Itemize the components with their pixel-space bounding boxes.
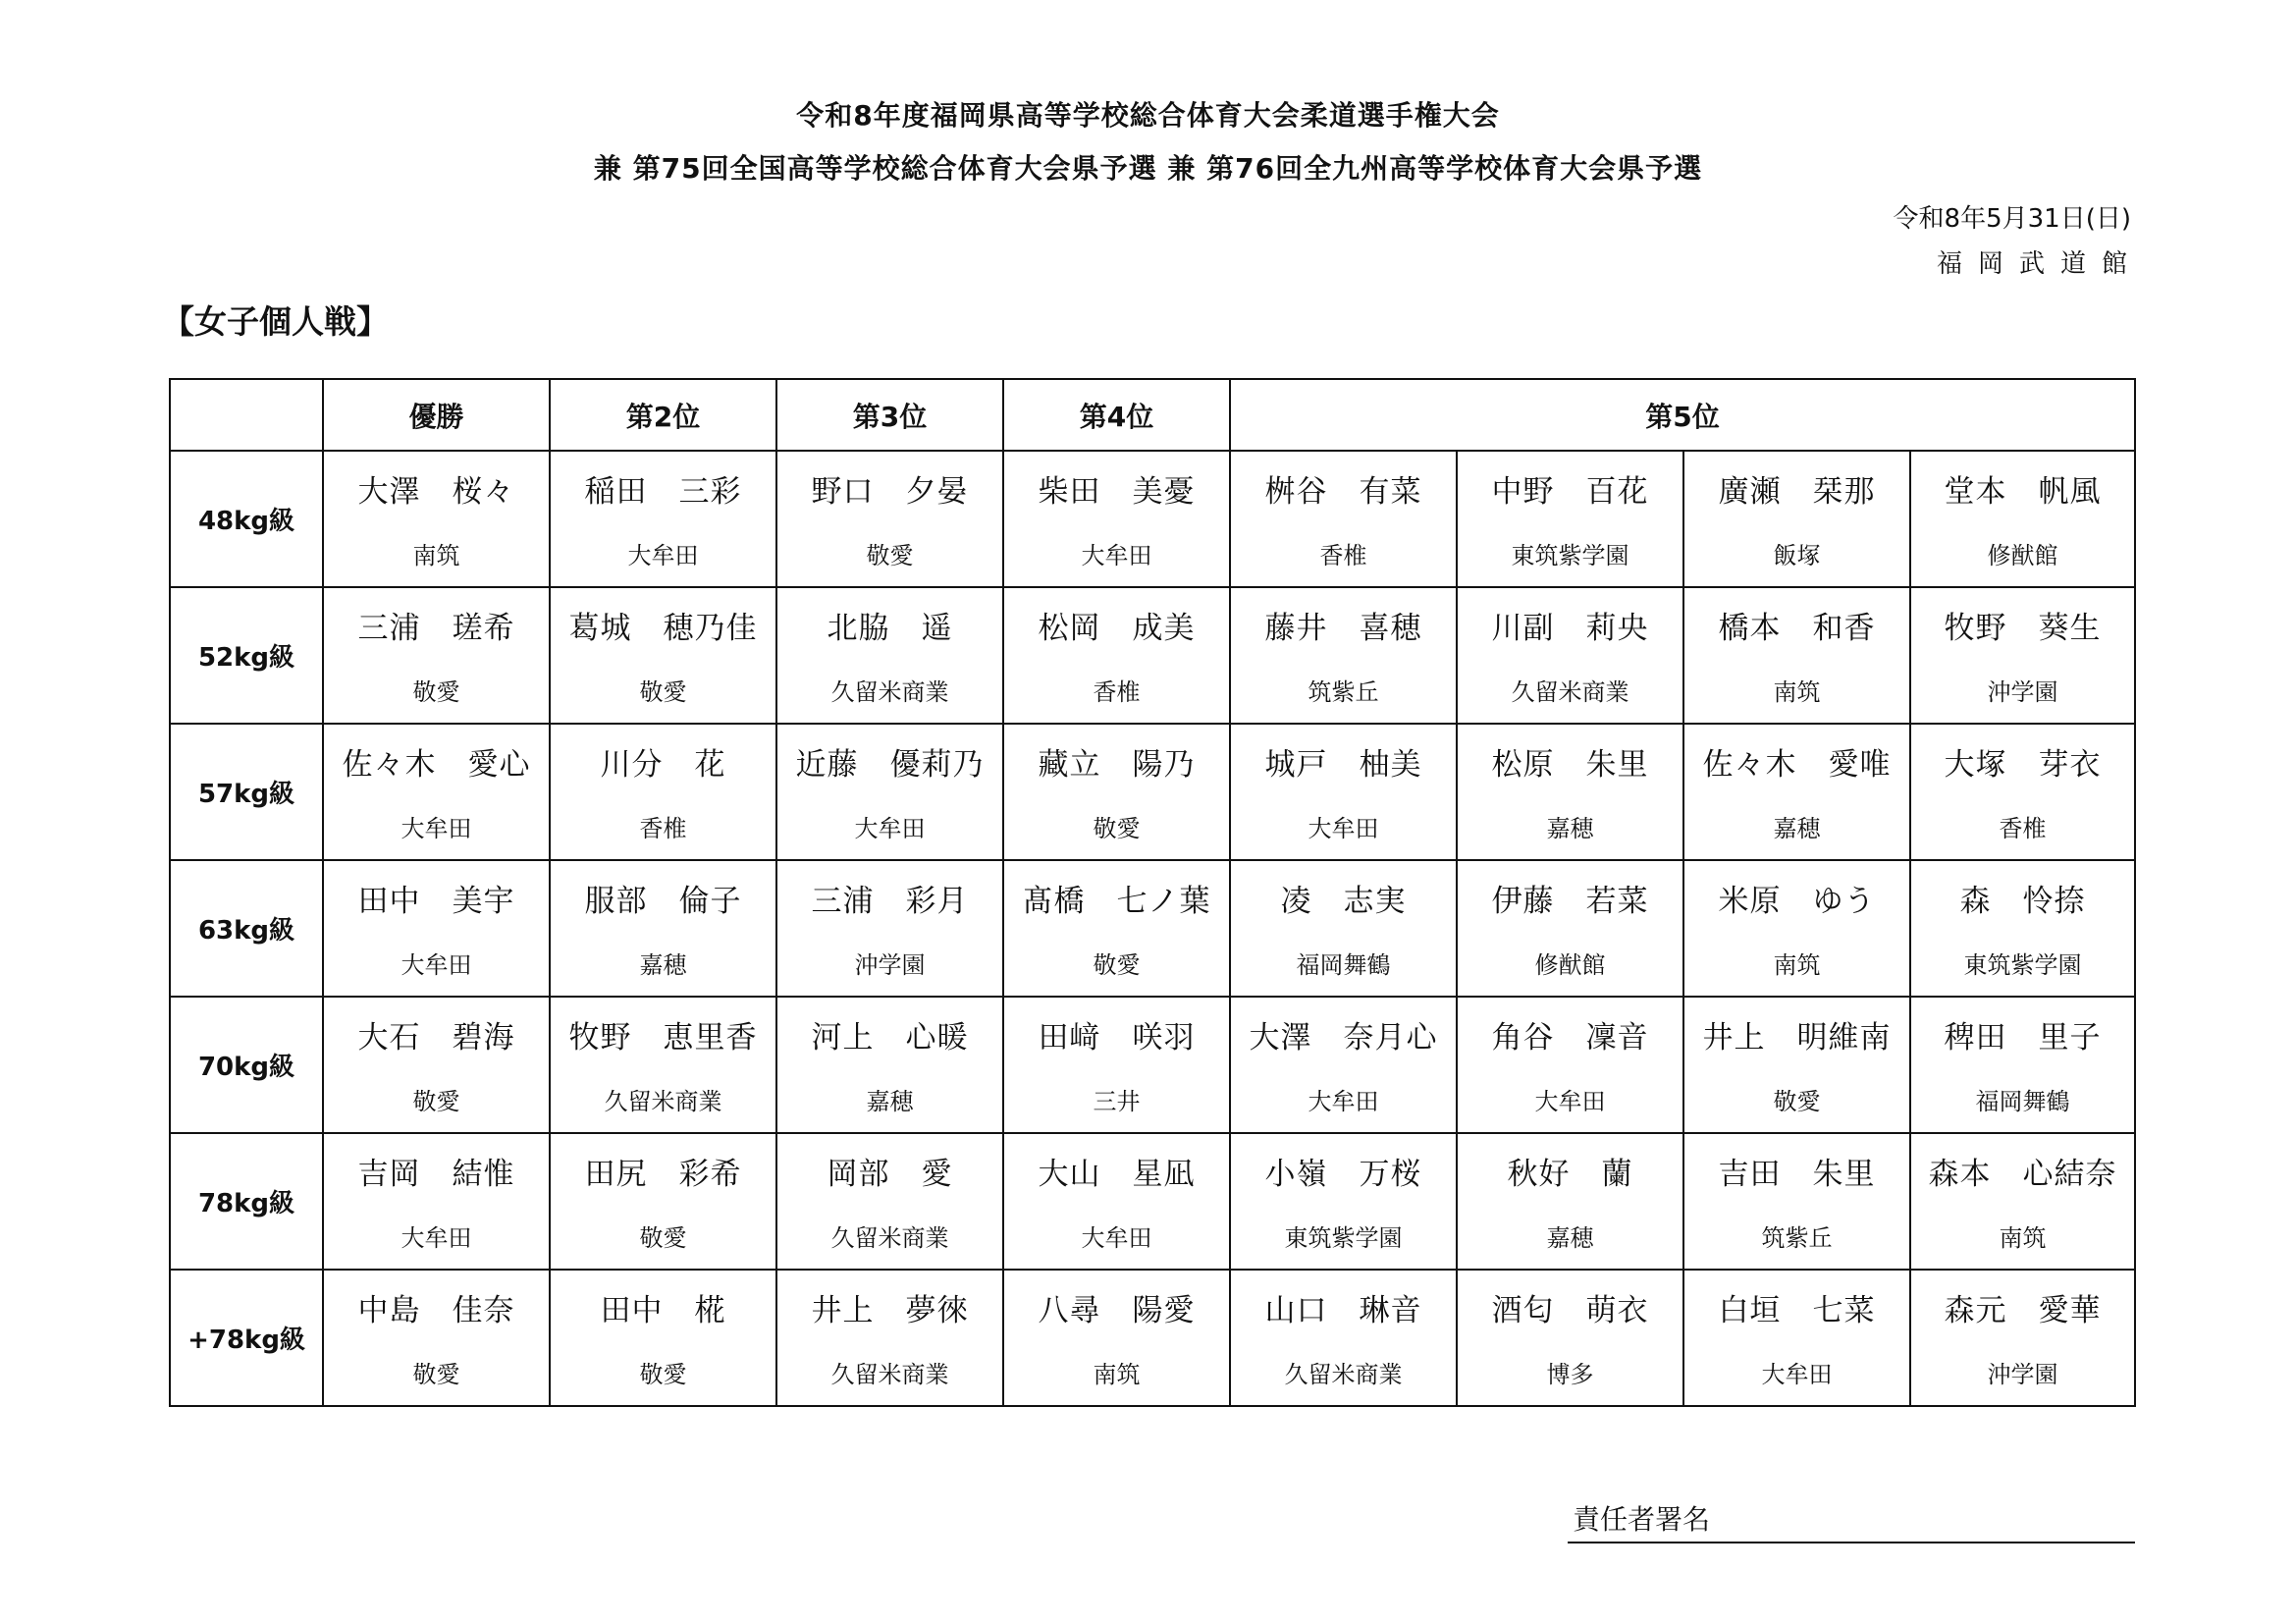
- athlete-name: 廣瀬 栞那: [1718, 474, 1876, 510]
- result-cell: [323, 724, 550, 860]
- school-name: 香椎: [1319, 542, 1367, 569]
- header-5th: 第5位: [1230, 379, 2135, 451]
- event-venue: 福岡武道館: [1936, 249, 2143, 279]
- result-cell: [550, 860, 776, 997]
- school-name: 香椎: [639, 815, 687, 842]
- result-cell: [1683, 724, 1910, 860]
- school-name: 久留米商業: [1284, 1361, 1403, 1388]
- athlete-name: 大山 星凪: [1038, 1157, 1196, 1192]
- result-cell: [1457, 587, 1683, 724]
- school-name: 大牟田: [400, 1224, 472, 1252]
- school-name: 筑紫丘: [1761, 1224, 1833, 1252]
- athlete-name: 藏立 陽乃: [1038, 747, 1196, 783]
- athlete-name: 中島 佳奈: [357, 1293, 515, 1328]
- result-cell: [1003, 997, 1230, 1133]
- result-cell: [323, 1270, 550, 1406]
- weight-class: +78kg級: [170, 1270, 323, 1406]
- result-cell: [1230, 860, 1457, 997]
- school-name: 大牟田: [400, 815, 472, 842]
- school-name: 三井: [1093, 1088, 1141, 1115]
- result-cell: [323, 587, 550, 724]
- athlete-name: 大澤 奈月心: [1249, 1020, 1438, 1056]
- school-name: 大牟田: [1534, 1088, 1606, 1115]
- school-name: 筑紫丘: [1308, 678, 1379, 706]
- athlete-name: 田中 椛: [600, 1293, 726, 1328]
- document-title-line2: 兼 第75回全国高等学校総合体育大会県予選 兼 第76回全九州高等学校体育大会県予選: [593, 152, 1703, 185]
- school-name: 大牟田: [854, 815, 926, 842]
- athlete-name: 八尋 陽愛: [1038, 1293, 1196, 1328]
- result-cell: [1230, 587, 1457, 724]
- school-name: 敬愛: [412, 678, 460, 706]
- school-name: 嘉穂: [866, 1088, 914, 1115]
- athlete-name: 野口 夕晏: [811, 474, 969, 510]
- athlete-name: 井上 夢徠: [811, 1293, 969, 1328]
- school-name: 敬愛: [639, 678, 687, 706]
- school-name: 大牟田: [1761, 1361, 1833, 1388]
- result-cell: [776, 1133, 1003, 1270]
- school-name: 南筑: [1773, 951, 1821, 979]
- athlete-name: 服部 倫子: [584, 884, 742, 919]
- athlete-name: 吉田 朱里: [1718, 1157, 1876, 1192]
- school-name: 博多: [1546, 1361, 1594, 1388]
- header-corner: [170, 379, 323, 451]
- school-name: 嘉穂: [639, 951, 687, 979]
- result-cell: [1683, 1133, 1910, 1270]
- result-cell: [1230, 451, 1457, 587]
- athlete-name: 川副 莉央: [1491, 611, 1649, 646]
- header-row: [170, 379, 2135, 451]
- table-row: [170, 587, 2135, 724]
- athlete-name: 白垣 七菜: [1718, 1293, 1876, 1328]
- athlete-name: 松原 朱里: [1491, 747, 1649, 783]
- result-cell: [776, 724, 1003, 860]
- result-cell: [1910, 724, 2135, 860]
- athlete-name: 井上 明維南: [1702, 1020, 1892, 1056]
- weight-class: 52kg級: [170, 587, 323, 724]
- athlete-name: 佐々木 愛唯: [1702, 747, 1892, 783]
- event-date: 令和8年5月31日(日): [1893, 204, 2131, 234]
- result-cell: [323, 997, 550, 1133]
- athlete-name: 藤井 喜穂: [1264, 611, 1422, 646]
- athlete-name: 近藤 優莉乃: [795, 747, 985, 783]
- school-name: 大牟田: [1081, 1224, 1152, 1252]
- school-name: 修猷館: [1534, 951, 1606, 979]
- result-cell: [1683, 860, 1910, 997]
- athlete-name: 伊藤 若菜: [1491, 884, 1649, 919]
- school-name: 大牟田: [400, 951, 472, 979]
- athlete-name: 桝谷 有菜: [1264, 474, 1422, 510]
- athlete-name: 田﨑 咲羽: [1038, 1020, 1196, 1056]
- athlete-name: 堂本 帆風: [1944, 474, 2102, 510]
- result-cell: [1003, 1133, 1230, 1270]
- result-cell: [1683, 587, 1910, 724]
- result-cell: [1683, 997, 1910, 1133]
- athlete-name: 酒匂 萌衣: [1491, 1293, 1649, 1328]
- result-cell: [1683, 1270, 1910, 1406]
- table-row: [170, 1133, 2135, 1270]
- result-cell: [550, 997, 776, 1133]
- school-name: 敬愛: [1773, 1088, 1821, 1115]
- result-cell: [1910, 860, 2135, 997]
- result-cell: [1683, 451, 1910, 587]
- school-name: 敬愛: [639, 1361, 687, 1388]
- header-1st: 優勝: [323, 379, 550, 451]
- school-name: 南筑: [1999, 1224, 2047, 1252]
- result-cell: [776, 451, 1003, 587]
- result-cell: [1457, 860, 1683, 997]
- school-name: 嘉穂: [1546, 1224, 1594, 1252]
- result-cell: [550, 724, 776, 860]
- athlete-name: 米原 ゆう: [1718, 884, 1876, 919]
- athlete-name: 角谷 凜音: [1491, 1020, 1649, 1056]
- table-row: [170, 997, 2135, 1133]
- result-cell: [1003, 724, 1230, 860]
- athlete-name: 橋本 和香: [1718, 611, 1876, 646]
- school-name: 東筑紫学園: [1511, 542, 1629, 569]
- school-name: 東筑紫学園: [1963, 951, 2082, 979]
- athlete-name: 川分 花: [600, 747, 726, 783]
- school-name: 敬愛: [412, 1361, 460, 1388]
- athlete-name: 大澤 桜々: [357, 474, 515, 510]
- result-cell: [1910, 451, 2135, 587]
- school-name: 沖学園: [1987, 678, 2058, 706]
- school-name: 沖学園: [1987, 1361, 2058, 1388]
- table-row: [170, 451, 2135, 587]
- school-name: 久留米商業: [830, 1224, 949, 1252]
- result-cell: [1910, 587, 2135, 724]
- school-name: 南筑: [1773, 678, 1821, 706]
- athlete-name: 中野 百花: [1491, 474, 1649, 510]
- athlete-name: 城戸 柚美: [1264, 747, 1422, 783]
- signature-line: [1568, 1542, 2135, 1543]
- result-cell: [1003, 451, 1230, 587]
- result-cell: [1457, 1133, 1683, 1270]
- athlete-name: 大塚 芽衣: [1944, 747, 2102, 783]
- school-name: 香椎: [1093, 678, 1141, 706]
- weight-class: 57kg級: [170, 724, 323, 860]
- result-cell: [550, 587, 776, 724]
- school-name: 久留米商業: [830, 678, 949, 706]
- school-name: 嘉穂: [1773, 815, 1821, 842]
- athlete-name: 松岡 成美: [1038, 611, 1196, 646]
- school-name: 大牟田: [1308, 815, 1379, 842]
- document-title-line1: 令和8年度福岡県高等学校総合体育大会柔道選手権大会: [796, 99, 1500, 132]
- athlete-name: 三浦 瑳希: [357, 611, 515, 646]
- athlete-name: 森元 愛華: [1944, 1293, 2102, 1328]
- school-name: 香椎: [1999, 815, 2047, 842]
- result-cell: [1230, 1133, 1457, 1270]
- athlete-name: 森本 心結奈: [1928, 1157, 2117, 1192]
- school-name: 久留米商業: [604, 1088, 722, 1115]
- result-cell: [776, 1270, 1003, 1406]
- athlete-name: 秋好 蘭: [1507, 1157, 1633, 1192]
- school-name: 久留米商業: [830, 1361, 949, 1388]
- school-name: 敬愛: [639, 1224, 687, 1252]
- result-cell: [1910, 1133, 2135, 1270]
- athlete-name: 森 怜捺: [1959, 884, 2086, 919]
- result-cell: [1910, 1270, 2135, 1406]
- school-name: 大牟田: [1081, 542, 1152, 569]
- athlete-name: 北脇 遥: [827, 611, 953, 646]
- result-cell: [1457, 1270, 1683, 1406]
- result-cell: [1230, 1270, 1457, 1406]
- header-2nd: 第2位: [550, 379, 776, 451]
- result-cell: [1230, 997, 1457, 1133]
- athlete-name: 佐々木 愛心: [342, 747, 531, 783]
- result-cell: [550, 1133, 776, 1270]
- athlete-name: 吉岡 結惟: [357, 1157, 515, 1192]
- school-name: 久留米商業: [1511, 678, 1629, 706]
- results-body: [170, 451, 2135, 1406]
- athlete-name: 髙橋 七ノ葉: [1022, 884, 1211, 919]
- header-3rd: 第3位: [776, 379, 1003, 451]
- school-name: 嘉穂: [1546, 815, 1594, 842]
- athlete-name: 牧野 恵里香: [568, 1020, 758, 1056]
- result-cell: [1003, 1270, 1230, 1406]
- school-name: 大牟田: [627, 542, 699, 569]
- athlete-name: 葛城 穂乃佳: [568, 611, 758, 646]
- result-cell: [323, 451, 550, 587]
- result-cell: [776, 997, 1003, 1133]
- result-cell: [776, 860, 1003, 997]
- results-table: [169, 378, 2136, 1407]
- athlete-name: 山口 琳音: [1264, 1293, 1422, 1328]
- result-cell: [1910, 997, 2135, 1133]
- school-name: 沖学園: [854, 951, 926, 979]
- athlete-name: 田尻 彩希: [584, 1157, 742, 1192]
- weight-class: 78kg級: [170, 1133, 323, 1270]
- result-cell: [776, 587, 1003, 724]
- section-title: 【女子個人戦】: [162, 302, 389, 341]
- school-name: 敬愛: [866, 542, 914, 569]
- athlete-name: 田中 美宇: [357, 884, 515, 919]
- result-cell: [1457, 997, 1683, 1133]
- athlete-name: 河上 心暖: [811, 1020, 969, 1056]
- result-cell: [1003, 587, 1230, 724]
- school-name: 大牟田: [1308, 1088, 1379, 1115]
- school-name: 南筑: [412, 542, 460, 569]
- athlete-name: 稗田 里子: [1944, 1020, 2102, 1056]
- result-cell: [550, 451, 776, 587]
- result-cell: [323, 860, 550, 997]
- result-cell: [1457, 451, 1683, 587]
- result-cell: [1003, 860, 1230, 997]
- result-cell: [323, 1133, 550, 1270]
- athlete-name: 大石 碧海: [357, 1020, 515, 1056]
- result-cell: [1230, 724, 1457, 860]
- school-name: 敬愛: [1093, 951, 1141, 979]
- school-name: 飯塚: [1773, 542, 1821, 569]
- header-4th: 第4位: [1003, 379, 1230, 451]
- weight-class: 70kg級: [170, 997, 323, 1133]
- table-row: [170, 724, 2135, 860]
- school-name: 福岡舞鶴: [1975, 1088, 2070, 1115]
- school-name: 敬愛: [1093, 815, 1141, 842]
- athlete-name: 凌 志実: [1280, 884, 1407, 919]
- table-row: [170, 1270, 2135, 1406]
- athlete-name: 牧野 葵生: [1944, 611, 2102, 646]
- table-row: [170, 860, 2135, 997]
- athlete-name: 小嶺 万桜: [1264, 1157, 1422, 1192]
- school-name: 東筑紫学園: [1284, 1224, 1403, 1252]
- athlete-name: 三浦 彩月: [811, 884, 969, 919]
- result-cell: [550, 1270, 776, 1406]
- athlete-name: 稲田 三彩: [584, 474, 742, 510]
- school-name: 修猷館: [1987, 542, 2058, 569]
- athlete-name: 柴田 美憂: [1038, 474, 1196, 510]
- school-name: 敬愛: [412, 1088, 460, 1115]
- school-name: 南筑: [1093, 1361, 1141, 1388]
- school-name: 福岡舞鶴: [1296, 951, 1391, 979]
- result-cell: [1457, 724, 1683, 860]
- athlete-name: 岡部 愛: [827, 1157, 953, 1192]
- weight-class: 63kg級: [170, 860, 323, 997]
- weight-class: 48kg級: [170, 451, 323, 587]
- signature-label: 責任者署名: [1573, 1503, 1711, 1536]
